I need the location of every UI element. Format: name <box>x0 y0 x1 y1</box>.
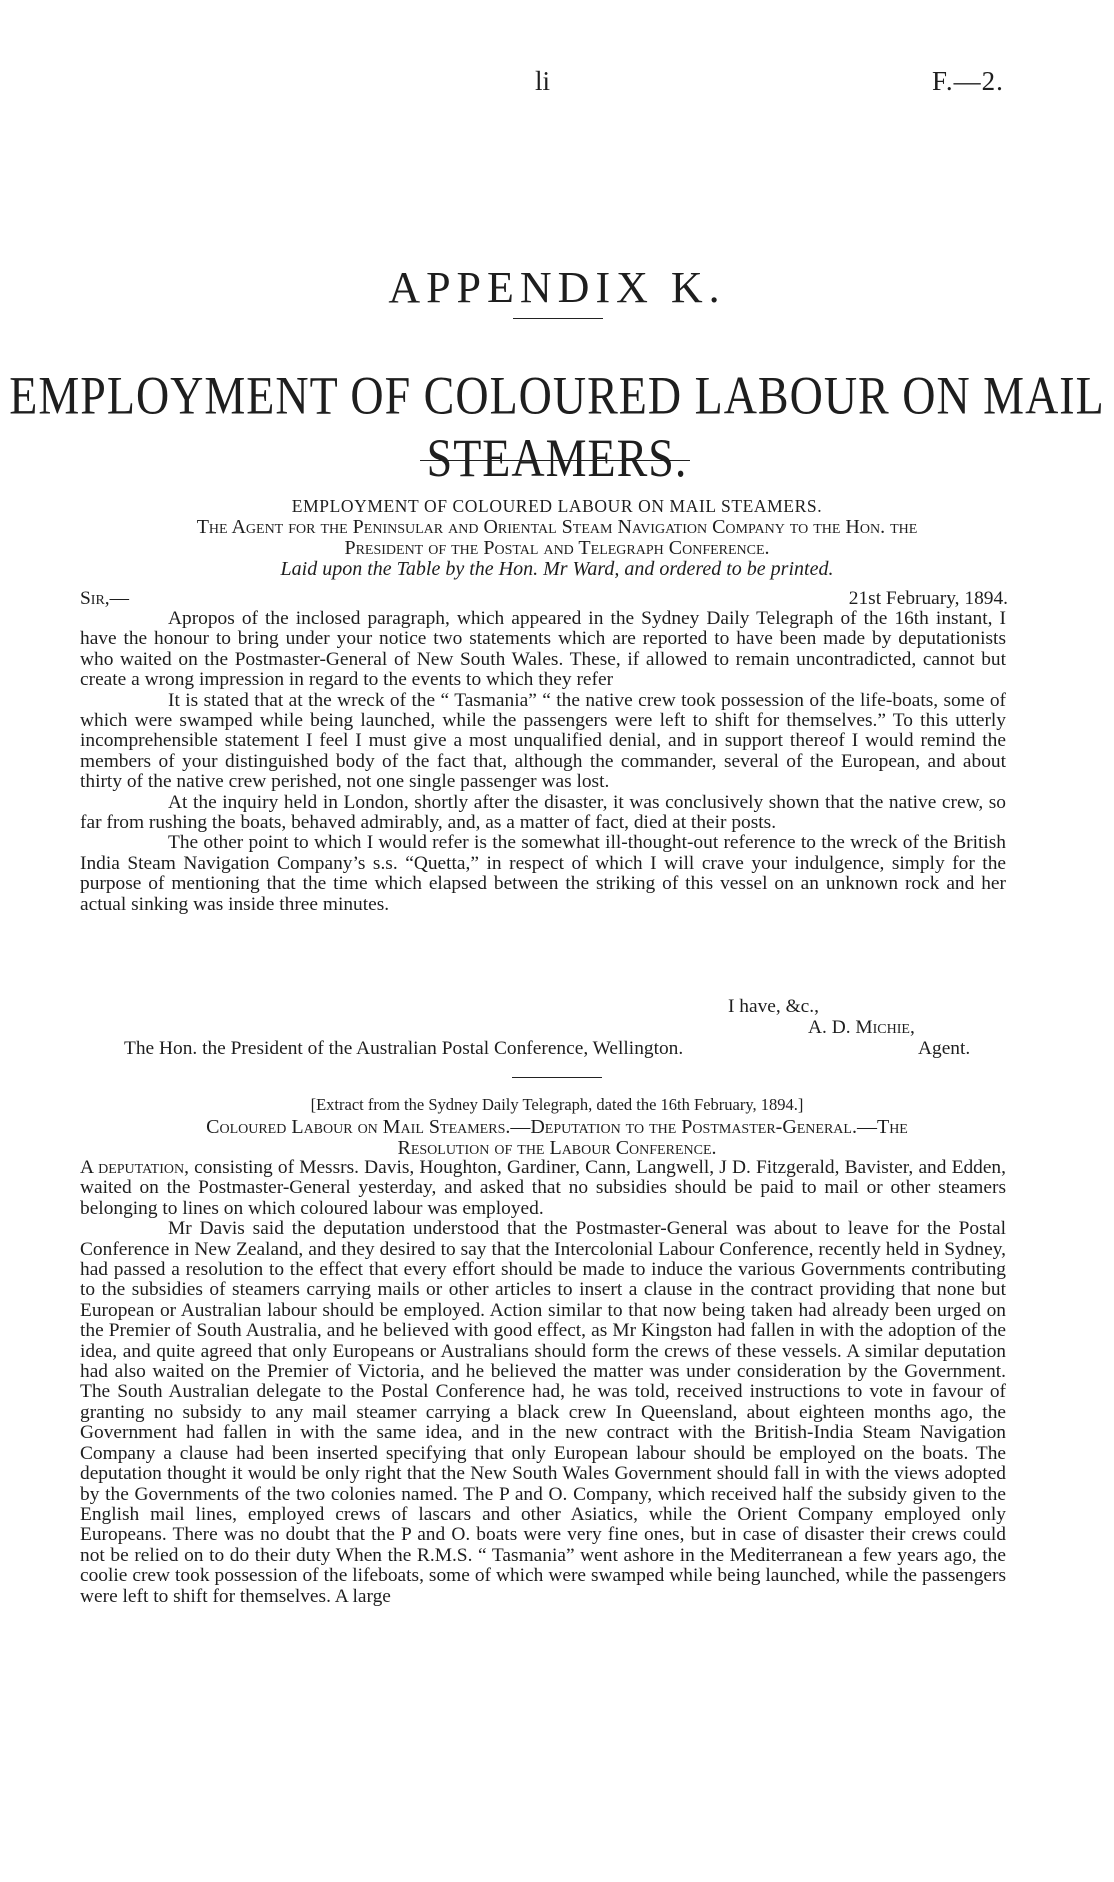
closing: I have, &c., <box>728 996 819 1017</box>
sign-title: Agent. <box>918 1038 971 1059</box>
extract-source: [Extract from the Sydney Daily Telegraph, dated the 16th February, 1894.] <box>310 1095 804 1114</box>
salutation: Sir,— <box>80 588 130 609</box>
letter-from-to: The Agent for the Peninsular and Oriental Steam Navigation Company to the Hon. the <box>196 516 918 538</box>
letter-body <box>80 609 1006 915</box>
extract-body <box>80 1158 1006 1607</box>
divider-rule <box>512 1077 602 1078</box>
letter-date: 21st February, 1894. <box>848 588 1008 609</box>
letter-heading: EMPLOYMENT OF COLOURED LABOUR ON MAIL STEAMERS. <box>291 496 823 516</box>
main-title: EMPLOYMENT OF COLOURED LABOUR ON MAIL STEAMERS. <box>9 365 1105 488</box>
addressee: The Hon. the President of the Australian Postal Conference, Wellington. <box>124 1038 684 1059</box>
letter-paragraph: It is stated that at the wreck of the “ Tasmania” “ the native crew took possession of the life-boats, some of which were swamped while being launched, while the passengers were left to shift for themselves.” To this utterly incomprehensible statement I feel I must give a most unqualified denial, and in support thereof I would remind the members of your distinguished body of the fact that, although the commander, several of the European, and about thirty of the native crew perished, not one single passenger was lost. <box>80 689 1006 793</box>
divider-rule <box>420 460 690 461</box>
extract-paragraph-text: consisting of Messrs. Davis, Houghton, Gardiner, Cann, Langwell, J D. Fitzgerald, Bavister, and Edden, waited on the Postmaster-General yesterday, and asked that no subsidies should be paid to mail or other steamers belonging to lines on which coloured labour was employed. <box>80 1157 1006 1219</box>
appendix-title: APPENDIX K. <box>388 263 726 312</box>
divider-rule <box>513 318 603 319</box>
laid-on-table-note: Laid upon the Table by the Hon. Mr Ward, and ordered to be printed. <box>280 558 834 580</box>
extract-paragraph <box>80 1158 1006 1219</box>
lead-words: A deputation, <box>80 1157 189 1178</box>
signature: A. D. Michie, <box>808 1017 915 1038</box>
letter-paragraph: At the inquiry held in London, shortly after the disaster, it was conclusively shown that the native crew, so far from rushing the boats, behaved admirably, and, as a matter of fact, died at their posts. <box>80 791 1006 834</box>
extract-heading-continued: Resolution of the Labour Conference. <box>397 1137 717 1159</box>
letter-from-to-continued: President of the Postal and Telegraph Conference. <box>344 537 770 559</box>
page-number: li <box>535 66 551 96</box>
letter-paragraph: The other point to which I would refer is the somewhat ill-thought-out reference to the wreck of the British India Steam Navigation Company’s s.s. “Quetta,” in respect of which I will crave your indulgence, simply for the purpose of mentioning that the time which elapsed between the striking of this vessel on an unknown rock and her actual sinking was inside three minutes. <box>80 832 1006 915</box>
letter-paragraph: Apropos of the inclosed paragraph, which appeared in the Sydney Daily Telegraph of the 16th instant, I have the honour to bring under your notice two statements which are reported to have been made by deputationists who waited on the Postmaster-General of New South Wales. These, if allowed to remain uncontradicted, cannot but create a wrong impression in regard to the events to which they refer <box>80 608 1006 691</box>
extract-heading: Coloured Labour on Mail Steamers.—Deputation to the Postmaster-General.—The <box>206 1116 908 1138</box>
extract-paragraph: Mr Davis said the deputation understood that the Postmaster-General was about to leave for the Postal Conference in New Zealand, and they desired to say that the Intercolonial Labour Conference, recently held in Sydney, had passed a resolution to the effect that every effort should be made to induce the various Governments contributing to the subsidies of steamers carrying mails or other articles to insert a clause in the contract providing that none but European or Australian labour should be employed. Action similar to that now being taken had already been urged on the Premier of South Australia, and he believed with good effect, as Mr Kingston had fallen in with the adoption of the idea, and quite agreed that only Europeans or Australians should form the crews of these vessels. A similar deputation had also waited on the Premier of Victoria, and he believed the matter was under consideration by the Government. The South Australian delegate to the Postal Conference had, he was told, received instructions to vote in favour of granting no subsidy to any mail steamer carrying a black crew In Queensland, about eighteen months ago, the Government had fallen in with the same idea, and in the new contract with the British-India Steam Navigation Company a clause had been inserted specifying that only European labour should be employed on the boats. The deputation thought it would be only right that the New South Wales Government should fall in with the views adopted by the Governments of the two colonies named. The P and O. Company, which received half the subsidy given to the English mail lines, employed crews of lascars and other Asiatics, while the Orient Company employed only Europeans. There was no doubt that the P and O. boats were very fine ones, but in case of disaster their crews could not be relied on to do their duty When the R.M.S. “ Tasmania” went ashore in the Mediterranean a few years ago, the coolie crew took possession of the lifeboats, some of which were swamped while being launched, while the passengers were left to shift for themselves. A large <box>80 1218 1006 1607</box>
document-reference: F.—2. <box>932 66 1004 96</box>
